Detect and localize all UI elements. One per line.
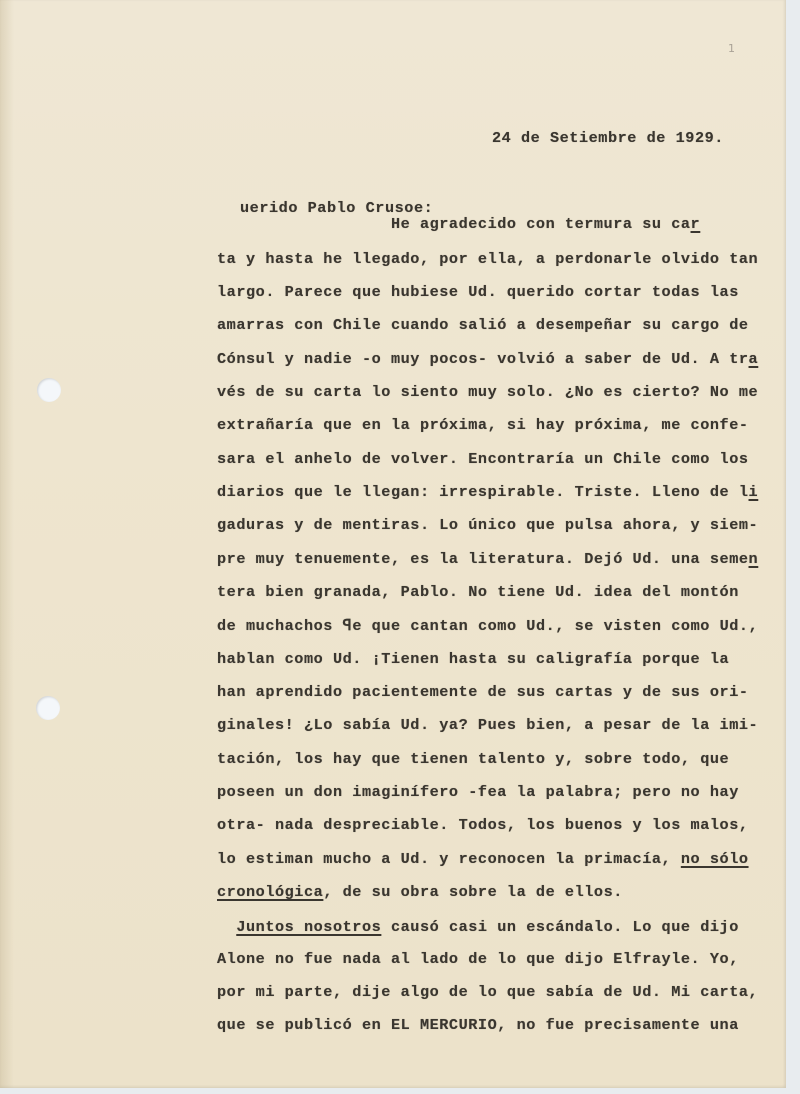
- body-line: [217, 416, 749, 434]
- line-text: Alone no fue nada al lado de lo que dijo Elfrayle. Yo,: [217, 950, 739, 968]
- letter-salutation: uerido Pablo Crusoe:: [240, 199, 434, 217]
- body-line: [217, 583, 739, 601]
- line-text: lo estiman mucho a Ud. y reconocen la primacía,: [217, 850, 681, 868]
- underlined-text: Juntos nosotros: [236, 918, 382, 936]
- line-text: largo. Parece que hubiese Ud. querido cortar todas las: [217, 283, 739, 301]
- line-text: poseen un don imaginífero -fea la palabra; pero no hay: [217, 783, 739, 801]
- punch-hole: [36, 696, 60, 720]
- body-line: [217, 483, 758, 501]
- body-line: [217, 850, 749, 868]
- line-text: tera bien granada, Pablo. No tiene Ud. idea del montón: [217, 583, 739, 601]
- body-line: [217, 983, 758, 1001]
- line-text: tación, los hay que tienen talento y, sobre todo, que: [217, 750, 730, 768]
- line-text: , de su obra sobre la de ellos.: [323, 883, 623, 901]
- line-text: han aprendido pacientemente de sus cartas y de sus ori-: [217, 683, 749, 701]
- body-line: [217, 215, 700, 233]
- body-line: [217, 716, 758, 734]
- page-number: 1: [728, 42, 735, 55]
- punch-hole: [37, 378, 61, 402]
- line-text: diarios que le llegan: irrespirable. Triste. Lleno de l: [217, 483, 749, 501]
- body-line: [217, 918, 739, 936]
- body-line: [217, 550, 758, 568]
- body-line: [217, 383, 758, 401]
- underlined-text: i: [748, 483, 759, 501]
- line-text: ta y hasta he llegado, por ella, a perdonarle olvido tan: [217, 250, 759, 268]
- body-line: [217, 350, 758, 368]
- line-text: que se publicó en EL MERCURIO, no fue precisamente una: [217, 1016, 739, 1034]
- body-line: [217, 516, 758, 534]
- body-line: [217, 750, 729, 768]
- underlined-text: cronológica: [217, 883, 324, 901]
- body-line: [217, 450, 749, 468]
- body-line: [217, 816, 749, 834]
- line-text: vés de su carta lo siento muy solo. ¿No es cierto? No me: [217, 383, 759, 401]
- body-line: [217, 283, 739, 301]
- underlined-text: a: [748, 350, 759, 368]
- line-text: [217, 918, 236, 936]
- line-text: ginales! ¿Lo sabía Ud. ya? Pues bien, a pesar de la imi-: [217, 716, 759, 734]
- line-text: por mi parte, dije algo de lo que sabía de Ud. Mi carta,: [217, 983, 759, 1001]
- line-text: Cónsul y nadie -o muy pocos- volvió a saber de Ud. A tr: [217, 350, 749, 368]
- body-line: [217, 650, 729, 668]
- line-text: sara el anhelo de volver. Encontraría un Chile como los: [217, 450, 749, 468]
- body-line: [217, 250, 758, 268]
- line-text: otra- nada despreciable. Todos, los buenos y los malos,: [217, 816, 749, 834]
- body-line: [217, 883, 623, 901]
- line-text: causó casi un escándalo. Lo que dijo: [381, 918, 739, 936]
- line-text: He agradecido con termura su ca: [217, 215, 691, 233]
- body-line: [217, 783, 739, 801]
- line-text: gaduras y de mentiras. Lo único que pulsa ahora, y siem-: [217, 516, 759, 534]
- underlined-text: r: [690, 215, 701, 233]
- body-line: [217, 950, 739, 968]
- underlined-text: n: [748, 550, 759, 568]
- body-line: [217, 616, 758, 635]
- body-line: [217, 316, 749, 334]
- line-text: de muchachos ꟼe que cantan como Ud., se visten como Ud.,: [217, 617, 759, 635]
- line-text: extrañaría que en la próxima, si hay próxima, me confe-: [217, 416, 749, 434]
- line-text: pre muy tenuemente, es la literatura. Dejó Ud. una seme: [217, 550, 749, 568]
- body-line: [217, 1016, 739, 1034]
- underlined-text: no sólo: [680, 850, 749, 868]
- line-text: amarras con Chile cuando salió a desempeñar su cargo de: [217, 316, 749, 334]
- letter-date: 24 de Setiembre de 1929.: [492, 129, 724, 147]
- line-text: hablan como Ud. ¡Tienen hasta su caligrafía porque la: [217, 650, 730, 668]
- body-line: [217, 683, 749, 701]
